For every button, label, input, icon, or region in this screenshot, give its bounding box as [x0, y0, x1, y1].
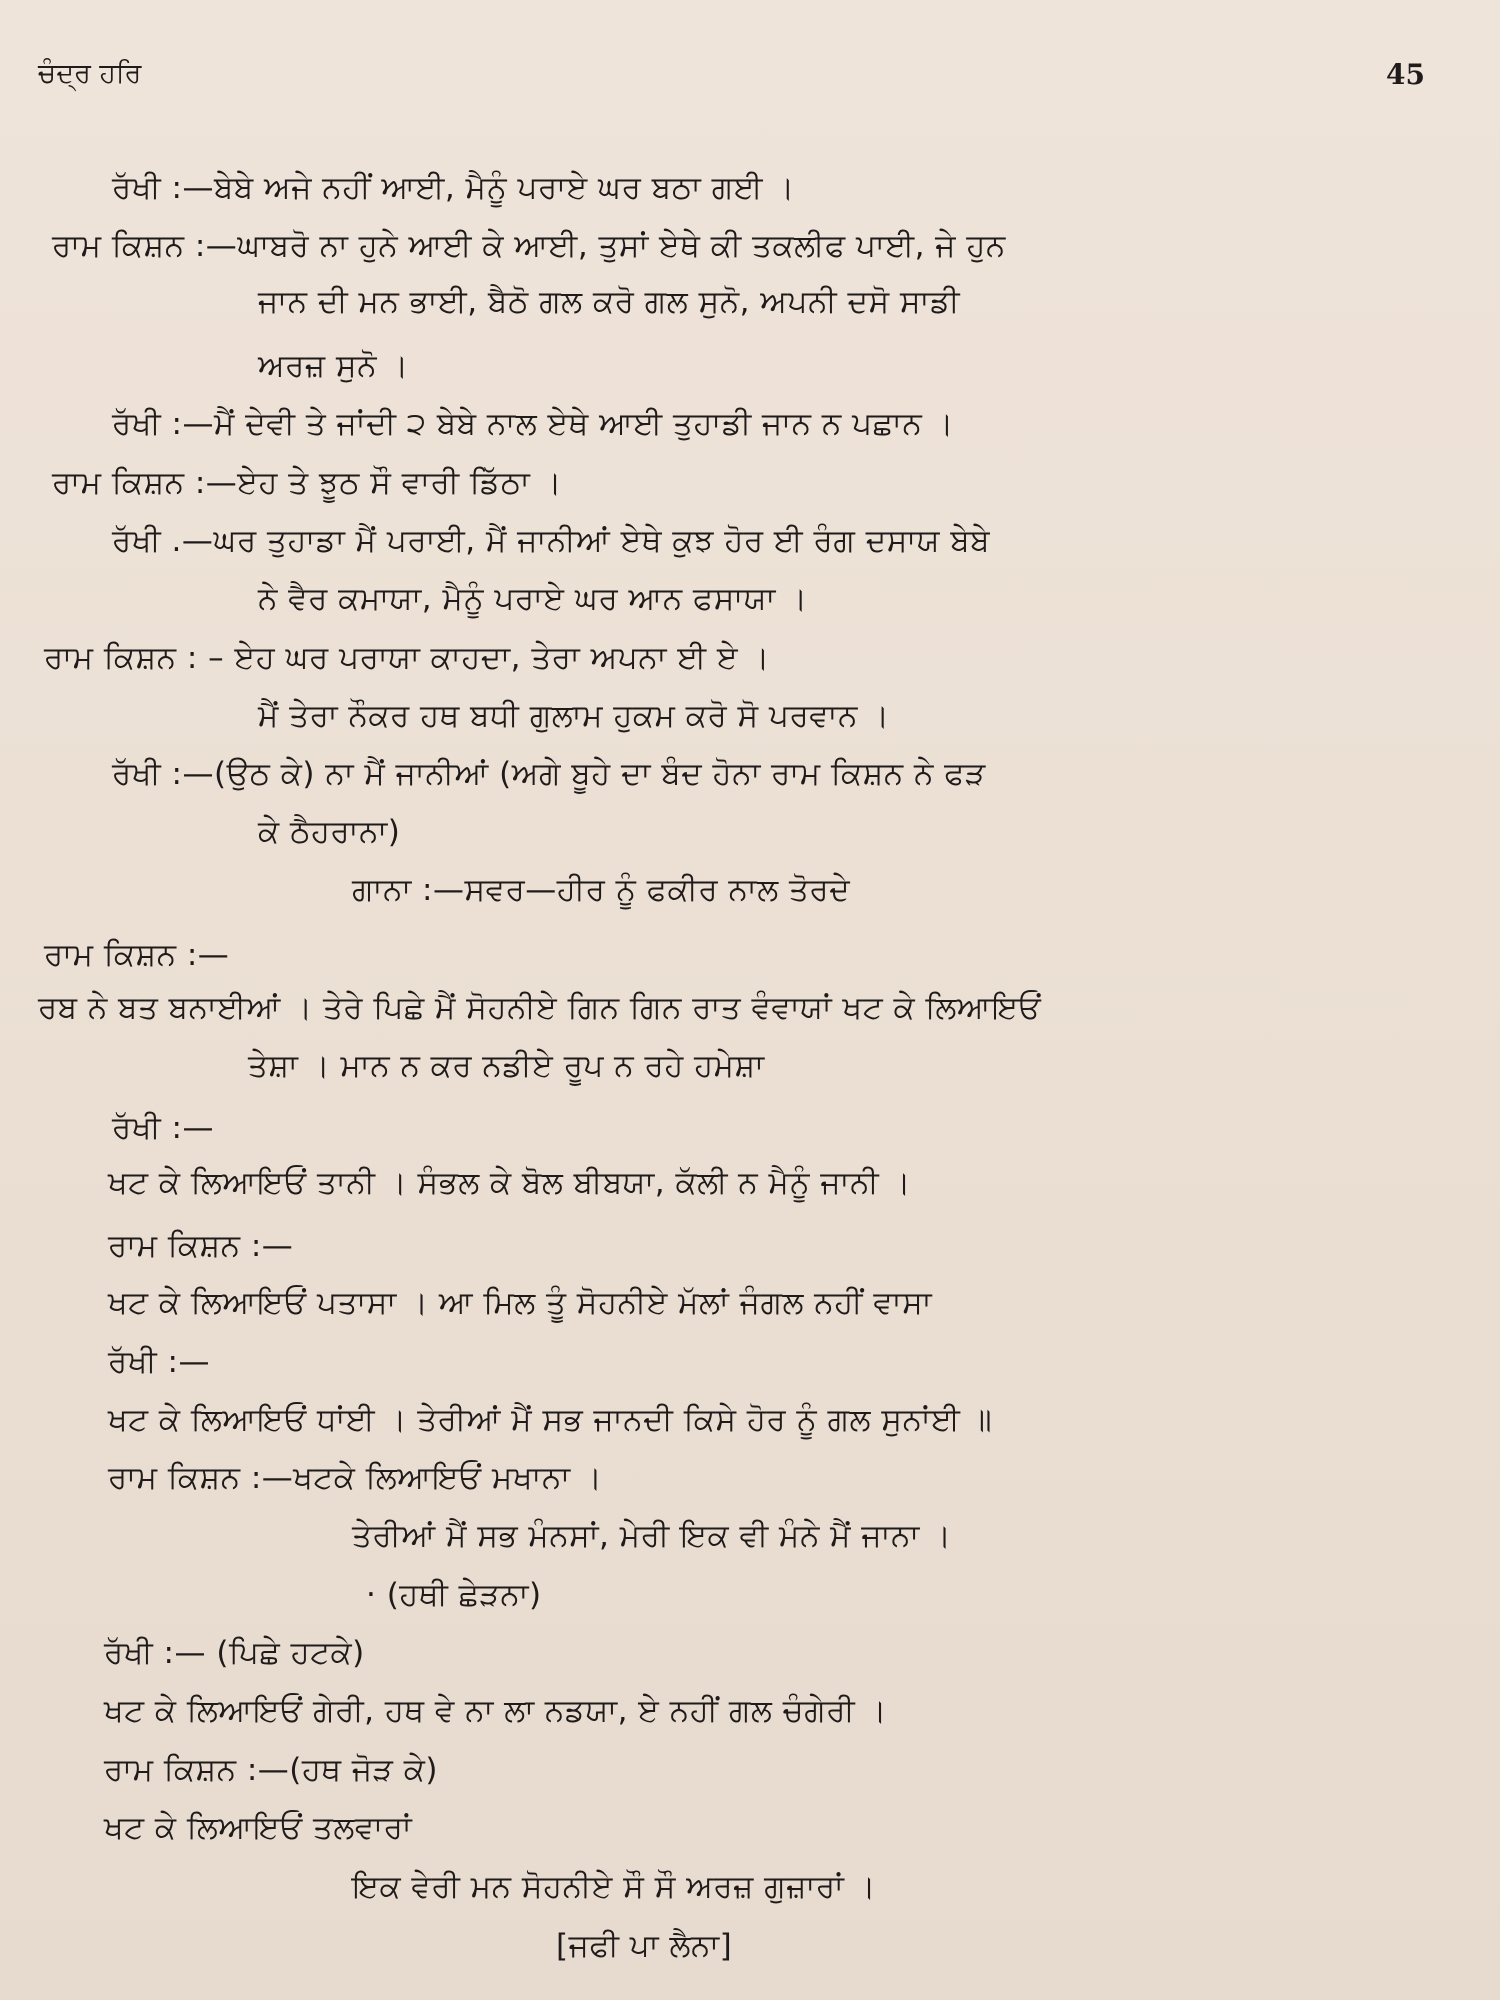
text-line: ਮੈਂ ਤੇਰਾ ਨੌਕਰ ਹਥ ਬਧੀ ਗੁਲਾਮ ਹੁਕਮ ਕਰੋ ਸੋ ਪਰਵਾਨ । — [258, 698, 890, 734]
text-line: ਰਾਮ ਕਿਸ਼ਨ :—ਖਟਕੇ ਲਿਆਇਓਂ ਮਖਾਨਾ । — [108, 1460, 603, 1496]
text-line: ਰਾਮ ਕਿਸ਼ਨ :— — [44, 937, 230, 973]
text-line: ਰੱਖੀ :— — [108, 1344, 211, 1380]
running-title: ਚੰਦ੍ਰ ਹਰਿ — [38, 58, 142, 89]
text-line: ਰਾਮ ਕਿਸ਼ਨ :—ਘਾਬਰੋ ਨਾ ਹੁਨੇ ਆਈ ਕੇ ਆਈ, ਤੁਸਾਂ ਏਥੇ ਕੀ ਤਕਲੀਫ ਪਾਈ, ਜੇ ਹੁਨ — [52, 228, 1006, 264]
text-line: [ਜਫੀ ਪਾ ਲੈਨਾ] — [556, 1928, 733, 1964]
text-line: ਕੇ ਠੈਹਰਾਨਾ) — [258, 814, 401, 850]
text-line: ਰਾਮ ਕਿਸ਼ਨ : – ਏਹ ਘਰ ਪਰਾਯਾ ਕਾਹਦਾ, ਤੇਰਾ ਅਪਨਾ ਈ ਏ । — [44, 640, 770, 676]
text-line: ਨੇ ਵੈਰ ਕਮਾਯਾ, ਮੈਨੂੰ ਪਰਾਏ ਘਰ ਆਨ ਫਸਾਯਾ । — [258, 581, 808, 617]
text-line: ਤੇਸ਼ਾ । ਮਾਨ ਨ ਕਰ ਨਡੀਏ ਰੂਪ ਨ ਰਹੇ ਹਮੇਸ਼ਾ — [248, 1048, 765, 1084]
text-line: ਰੱਖੀ :— — [112, 1110, 215, 1146]
text-line: ਤੇਰੀਆਂ ਮੈਂ ਸਭ ਮੰਨਸਾਂ, ਮੇਰੀ ਇਕ ਵੀ ਮੰਨੇ ਮੈਂ ਜਾਨਾ । — [352, 1518, 952, 1554]
text-line: ਜਾਨ ਦੀ ਮਨ ਭਾਈ, ਬੈਠੋ ਗਲ ਕਰੋ ਗਲ ਸੁਨੋ, ਅਪਨੀ ਦਸੋ ਸਾਡੀ — [258, 284, 961, 320]
text-line: ਖਟ ਕੇ ਲਿਆਇਓਂ ਗੇਰੀ, ਹਥ ਵੇ ਨਾ ਲਾ ਨਡਯਾ, ਏ ਨਹੀਂ ਗਲ ਚੰਗੇਰੀ । — [104, 1693, 888, 1729]
text-line: ਰਾਮ ਕਿਸ਼ਨ :—(ਹਥ ਜੋੜ ਕੇ) — [104, 1752, 438, 1788]
text-line: ਖਟ ਕੇ ਲਿਆਇਓਂ ਤਾਨੀ । ਸੰਭਲ ਕੇ ਬੋਲ ਬੀਬਯਾ, ਕੱਲੀ ਨ ਮੈਨੂੰ ਜਾਨੀ । — [108, 1165, 911, 1201]
text-line: ਗਾਨਾ :—ਸਵਰ—ਹੀਰ ਨੂੰ ਫਕੀਰ ਨਾਲ ਤੋਰਦੇ — [352, 872, 851, 908]
text-line: ਰਾਮ ਕਿਸ਼ਨ :—ਏਹ ਤੇ ਝੂਠ ਸੌ ਵਾਰੀ ਡਿੱਠਾ । — [52, 465, 562, 501]
text-line: ਖਟ ਕੇ ਲਿਆਇਓਂ ਪਤਾਸਾ । ਆ ਮਿਲ ਤੂੰ ਸੋਹਨੀਏ ਮੱਲਾਂ ਜੰਗਲ ਨਹੀਂ ਵਾਸਾ — [108, 1285, 933, 1321]
text-line: ਖਟ ਕੇ ਲਿਆਇਓਂ ਤਲਵਾਰਾਂ — [104, 1810, 413, 1846]
text-line: ਰੱਖੀ :—(ਉਠ ਕੇ) ਨਾ ਮੈਂ ਜਾਨੀਆਂ (ਅਗੇ ਬੂਹੇ ਦਾ ਬੰਦ ਹੋਨਾ ਰਾਮ ਕਿਸ਼ਨ ਨੇ ਫੜ — [112, 756, 986, 792]
text-line: ਰੱਖੀ :—ਬੇਬੇ ਅਜੇ ਨਹੀਂ ਆਈ, ਮੈਨੂੰ ਪਰਾਏ ਘਰ ਬਠਾ ਗਈ । — [112, 170, 795, 206]
page-number: 45 — [1386, 58, 1425, 91]
text-line: ਅਰਜ਼ ਸੁਨੋ । — [258, 348, 409, 384]
text-line: ਰੱਖੀ :—ਮੈਂ ਦੇਵੀ ਤੇ ਜਾਂਦੀ ੨ ਬੇਬੇ ਨਾਲ ਏਥੇ ਆਈ ਤੁਹਾਡੀ ਜਾਨ ਨ ਪਛਾਨ । — [112, 406, 954, 442]
text-line: ਰਾਮ ਕਿਸ਼ਨ :— — [108, 1228, 294, 1264]
text-line: ਰਬ ਨੇ ਬਤ ਬਨਾਈਆਂ । ਤੇਰੇ ਪਿਛੇ ਮੈਂ ਸੋਹਨੀਏ ਗਿਨ ਗਿਨ ਰਾਤ ਵੰਵਾਯਾਂ ਖਟ ਕੇ ਲਿਆਇਓਂ — [38, 990, 1042, 1026]
text-line: · (ਹਥੀ ਛੇੜਨਾ) — [366, 1577, 542, 1613]
text-line: ਖਟ ਕੇ ਲਿਆਇਓਂ ਧਾਂਈ । ਤੇਰੀਆਂ ਮੈਂ ਸਭ ਜਾਨਦੀ ਕਿਸੇ ਹੋਰ ਨੂੰ ਗਲ ਸੁਨਾਂਈ ॥ — [108, 1402, 993, 1438]
text-line: ਰੱਖੀ :— (ਪਿਛੇ ਹਟਕੇ) — [104, 1635, 365, 1671]
text-line: ਰੱਖੀ .—ਘਰ ਤੁਹਾਡਾ ਮੈਂ ਪਰਾਈ, ਮੈਂ ਜਾਨੀਆਂ ਏਥੇ ਕੁਝ ਹੋਰ ਈ ਰੰਗ ਦਸਾਯ ਬੇਬੇ — [112, 523, 991, 559]
text-line: ਇਕ ਵੇਰੀ ਮਨ ਸੋਹਨੀਏ ਸੌ ਸੌ ਅਰਜ਼ ਗੁਜ਼ਾਰਾਂ । — [352, 1869, 877, 1905]
